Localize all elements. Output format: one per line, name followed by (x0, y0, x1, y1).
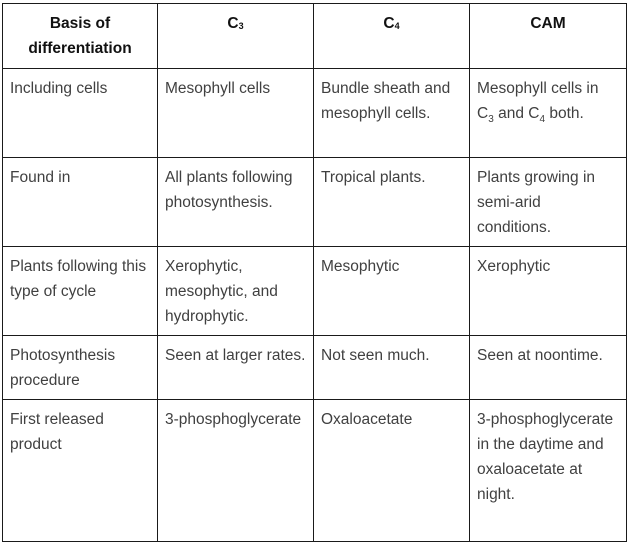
table-row (3, 400, 627, 542)
cell-c4: Bundle sheath and mesophyll cells. (314, 69, 470, 158)
header-cam (470, 4, 627, 69)
cell-cam: 3-phosphoglycerate in the daytime and oxaloacetate at night. (470, 400, 627, 542)
cell-basis: Plants following this type of cycle (3, 247, 158, 336)
cam-c4-base: C (528, 105, 540, 122)
header-c3-sub: 3 (238, 21, 244, 31)
cell-c4: Not seen much. (314, 336, 470, 400)
header-basis-label: Basis of differentiation (28, 15, 132, 57)
cell-c3: Seen at larger rates. (158, 336, 314, 400)
cell-c3: 3-phosphoglycerate (158, 400, 314, 542)
comparison-table (2, 3, 627, 542)
header-c4 (314, 4, 470, 69)
cam-c3-base: C (477, 105, 489, 122)
table-row (3, 69, 627, 158)
cell-cam: Xerophytic (470, 247, 627, 336)
cell-c3: All plants following photosynthesis. (158, 158, 314, 247)
cell-basis: Photosynthesis procedure (3, 336, 158, 400)
header-c4-sub: 4 (394, 21, 400, 31)
cell-c4: Oxaloacetate (314, 400, 470, 542)
table-row (3, 158, 627, 247)
cell-c3: Mesophyll cells (158, 69, 314, 158)
table-row (3, 336, 627, 400)
cam-c4-sub: 4 (539, 114, 546, 126)
header-c3 (158, 4, 314, 69)
cell-c4: Mesophytic (314, 247, 470, 336)
cell-c3: Xerophytic, mesophytic, and hydrophytic. (158, 247, 314, 336)
table-row (3, 247, 627, 336)
cell-cam: Plants growing in semi-arid conditions. (470, 158, 627, 247)
cell-basis: Including cells (3, 69, 158, 158)
cell-c4: Tropical plants. (314, 158, 470, 247)
cell-cam (470, 69, 627, 158)
cell-basis: First released product (3, 400, 158, 542)
cell-basis: Found in (3, 158, 158, 247)
header-basis (3, 4, 158, 69)
header-cam-label: CAM (530, 15, 566, 32)
cam-c3-sub: 3 (488, 114, 494, 126)
cell-cam: Seen at noontime. (470, 336, 627, 400)
cam-text-post: both. (545, 105, 584, 122)
header-c4-base: C (383, 15, 395, 32)
cam-text-pre: Mesophyll cells in (477, 80, 599, 97)
table-header-row (3, 4, 627, 69)
cam-text-mid: and (493, 105, 529, 122)
header-c3-base: C (227, 15, 239, 32)
